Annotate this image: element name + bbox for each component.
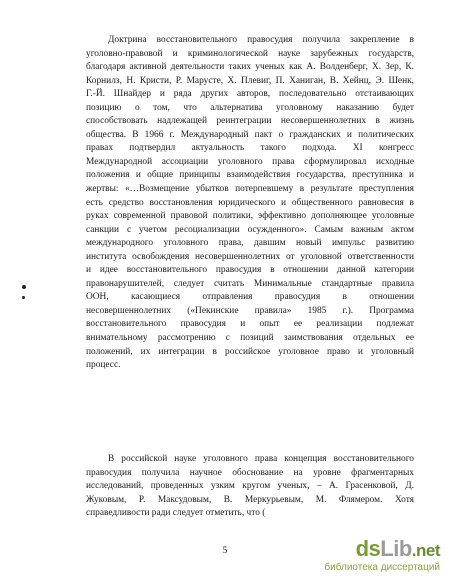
paragraph-line: Корнилз, Н. Кристи, Р. Марусте, Х. Плевиг, П. Ханиган, В. Хейнц, Э. Шенк, [86,75,414,86]
watermark-logo-net: .net [411,541,440,560]
paragraph-line: ООН, касающиеся отправления правосудия в отношении [86,292,414,303]
paragraph-line: Г.-Й. Шнайдер и ряда других авторов, последовательно отстаивающих [86,89,414,100]
paragraph-line: уголовно-правовой и криминологической науке зарубежных государств, [86,48,414,59]
watermark-logo-lib: Lib [380,536,412,561]
page-number: 5 [222,546,228,556]
paragraph-line: процесс. [86,360,121,371]
watermark-tagline: библиотека диссертаций [324,562,440,573]
paragraph-line: положений, их интеграции в российское уголовное право и уголовный [86,346,414,357]
paragraph-line: правосудия получила научное обоснование на уровне фрагментарных [86,467,414,478]
paragraph-line: Жуковым, Р. Максудовым, В. Меркурьевым, М. Флямером. Хотя [86,494,414,505]
paragraph-line: позицию о том, что альтернатива уголовному наказанию будет [86,102,414,113]
paragraph-2 [86,453,414,521]
paragraph-line: положения и общие принципы взаимодействия государства, преступника и [86,170,414,181]
paragraph-line: общества. В 1966 г. Международный пакт о гражданских и политических [86,129,414,140]
site-watermark [320,536,440,576]
paragraph-line: жертвы: «…Возмещение убытков потерпевшему в результате преступления [86,184,414,195]
paragraph-line: правонарушителей, следует считать Минимальные стандартные правила [86,278,414,289]
paragraph-line: и идее восстановительного правосудия в отношении данной категории [86,265,414,276]
paragraph-line: несовершеннолетних («Пекинские правила» 1985 г.). Программа [86,305,414,316]
paragraph-1 [86,34,414,373]
paragraph-line: Доктрина восстановительного правосудия получила закрепление в [108,35,414,45]
paragraph-line: способствовать надлежащей реинтеграции несовершеннолетних в жизнь [86,116,414,127]
paragraph-line: санкции с учетом ресоциализации осужденного». Самым важным актом [86,224,414,235]
paragraph-line: института освобождения несовершеннолетних от уголовной ответственности [86,251,414,262]
scan-speck [22,285,26,289]
paragraph-line: благодаря активной деятельности таких ученых как А. Волденберг, Х. Зер, К. [86,62,414,73]
paragraph-line: В российской науке уголовного права концепция восстановительного [108,454,414,464]
paragraph-line: руках современной правовой политики, эффективно дополняющее уголовные [86,211,414,222]
paragraph-line: правах подтвердил актуальность такого подхода. XI конгресс [86,143,414,154]
paragraph-line: восстановительного правосудия и опыт ее реализации подлежат [86,319,414,330]
watermark-logo-ds: ds [355,536,381,561]
paragraph-line: международного уголовного права, давшим новый импульс развитию [86,238,414,249]
paragraph-line: Международной ассоциации уголовного права сформулировал исходные [86,156,414,167]
scan-speck [22,296,25,299]
paragraph-line: справедливости ради следует отметить, что ( [86,508,266,519]
watermark-logo [356,536,440,562]
paragraph-line: исследований, проведенных узким кругом ученых, – А. Грасенковой, Д. [86,481,414,492]
paragraph-line: есть средство восстановления юридического и общественного равновесия в [86,197,414,208]
paragraph-line: внимательному рассмотрению с позиций заимствования отдельных ее [86,333,414,344]
